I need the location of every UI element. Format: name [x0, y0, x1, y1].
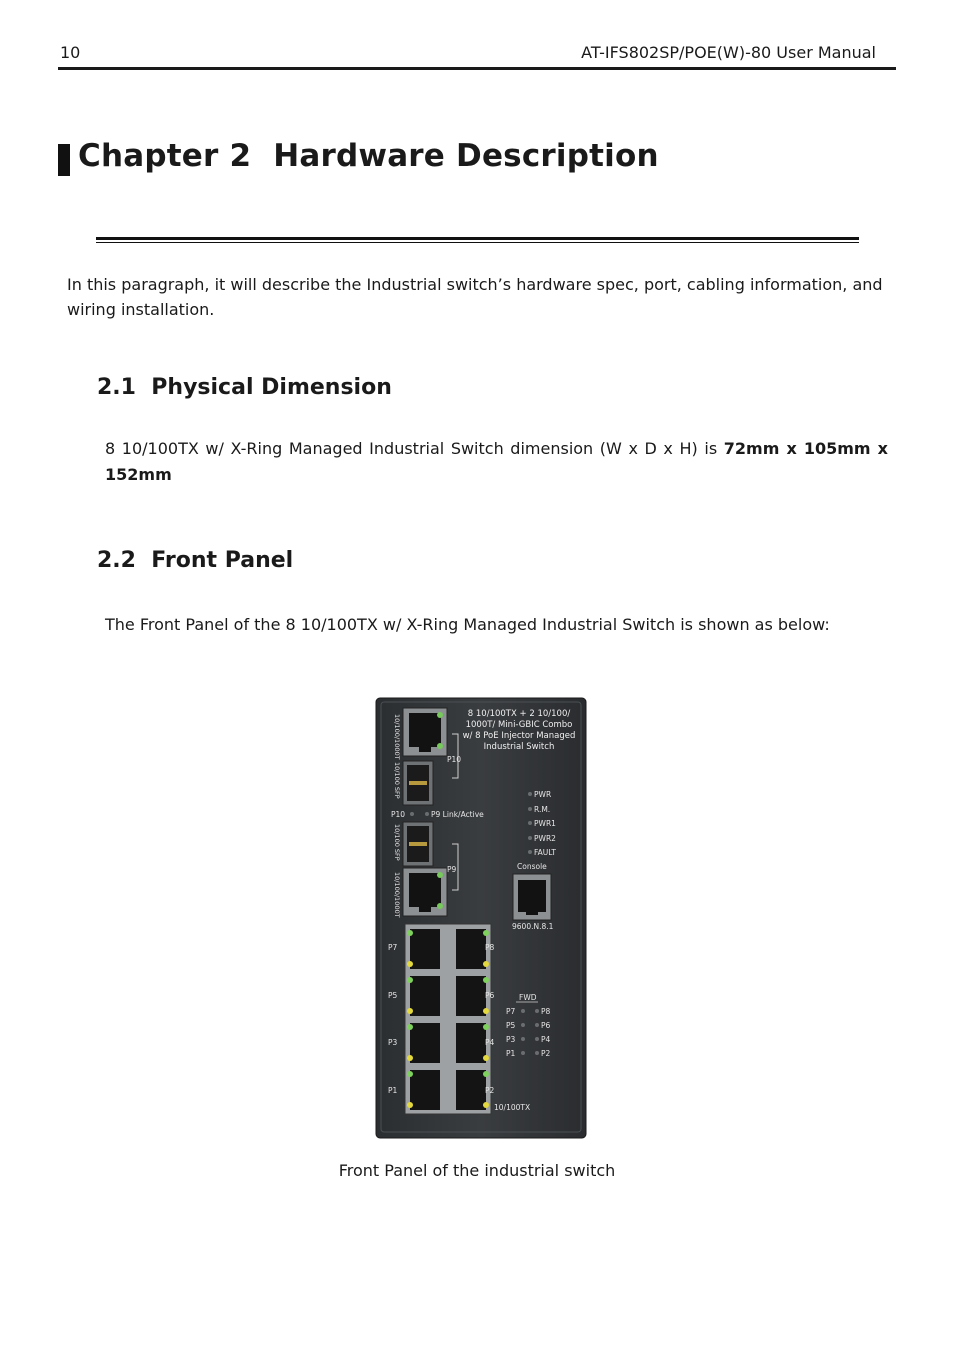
- console-port: [513, 874, 551, 920]
- led-label-pwr1: PWR1: [534, 819, 556, 828]
- port-p5: [407, 976, 440, 1016]
- chapter-title: Chapter 2 Hardware Description: [78, 138, 659, 174]
- chapter-marker: [58, 144, 70, 176]
- device-title-line-4: Industrial Switch: [483, 742, 555, 752]
- combo-rj45-p10: [403, 708, 447, 756]
- chapter-rule-thick: [96, 237, 859, 240]
- fwd-left-1: P7: [506, 1007, 516, 1016]
- port-p1: [407, 1070, 440, 1110]
- header-rule: [58, 67, 896, 70]
- device-title-line-1: 8 10/100TX + 2 10/100/: [467, 709, 571, 719]
- fwd-left-2: P5: [506, 1021, 516, 1030]
- dimension-value: 72mm x 105mm x 152mm: [105, 439, 889, 484]
- led-label-pwr: PWR: [534, 790, 552, 799]
- combo-rj45-p9: [403, 868, 447, 916]
- dimension-text: 8 10/100TX w/ X-Ring Managed Industrial Switch dimension (W x D x H) is: [105, 439, 724, 458]
- sfp-slot-p10: [403, 761, 433, 805]
- port-label-p1: P1: [388, 1086, 398, 1095]
- ethernet-port-grid: [405, 924, 491, 1114]
- manual-title: AT-IFS802SP/POE(W)-80 User Manual: [581, 43, 876, 62]
- port-label-p2: P2: [485, 1086, 495, 1095]
- label-p10-top: P10: [447, 755, 462, 764]
- vertical-label-3: 10/100 SFP: [393, 824, 401, 861]
- port-label-p6: P6: [485, 991, 495, 1000]
- fwd-label: FWD: [519, 993, 537, 1002]
- device-title-line-2: 1000T/ Mini-GBIC Combo: [465, 720, 573, 730]
- bottom-label: 10/100TX: [494, 1103, 531, 1112]
- section-heading-front-panel: 2.2 Front Panel: [97, 548, 294, 573]
- console-baud: 9600.N.8.1: [512, 922, 554, 931]
- front-panel-image: [374, 696, 588, 1140]
- port-label-p4: P4: [485, 1038, 495, 1047]
- section-heading-physical-dimension: 2.1 Physical Dimension: [97, 375, 392, 400]
- figure-caption: Front Panel of the industrial switch: [338, 1161, 616, 1180]
- vertical-label-1: 10/100/1000T: [393, 714, 401, 760]
- fwd-left-4: P1: [506, 1049, 516, 1058]
- fwd-right-4: P2: [541, 1049, 551, 1058]
- vertical-label-4: 10/100/1000T: [393, 872, 401, 918]
- intro-paragraph: In this paragraph, it will describe the Industrial switch’s hardware spec, port, cabling information, and wiring installation.: [67, 275, 883, 319]
- label-p9-bottom: P9: [447, 865, 457, 874]
- chapter-rule-thin: [96, 242, 859, 243]
- fwd-left-3: P3: [506, 1035, 516, 1044]
- page-number: 10: [60, 43, 81, 62]
- device-title-line-3: w/ 8 PoE Injector Managed: [462, 731, 576, 741]
- port-p7: [407, 929, 440, 969]
- port-p3: [407, 1023, 440, 1063]
- port-label-p5: P5: [388, 991, 398, 1000]
- led-label-pwr2: PWR2: [534, 834, 556, 843]
- fwd-right-3: P4: [541, 1035, 551, 1044]
- label-p10-link: P10: [391, 810, 406, 819]
- led-label-rm: R.M.: [534, 805, 551, 814]
- label-p9-link: P9 Link/Active: [431, 810, 484, 819]
- fwd-right-1: P8: [541, 1007, 551, 1016]
- port-label-p7: P7: [388, 943, 398, 952]
- vertical-label-2: 10/100 SFP: [393, 762, 401, 799]
- port-label-p3: P3: [388, 1038, 398, 1047]
- led-label-fault: FAULT: [534, 848, 556, 857]
- sfp-slot-p9: [403, 822, 433, 866]
- fwd-right-2: P6: [541, 1021, 551, 1030]
- port-label-p8: P8: [485, 943, 495, 952]
- dimension-paragraph: [105, 436, 888, 488]
- console-label: Console: [517, 862, 547, 871]
- front-panel-paragraph: The Front Panel of the 8 10/100TX w/ X-Ring Managed Industrial Switch is shown as below:: [105, 615, 830, 634]
